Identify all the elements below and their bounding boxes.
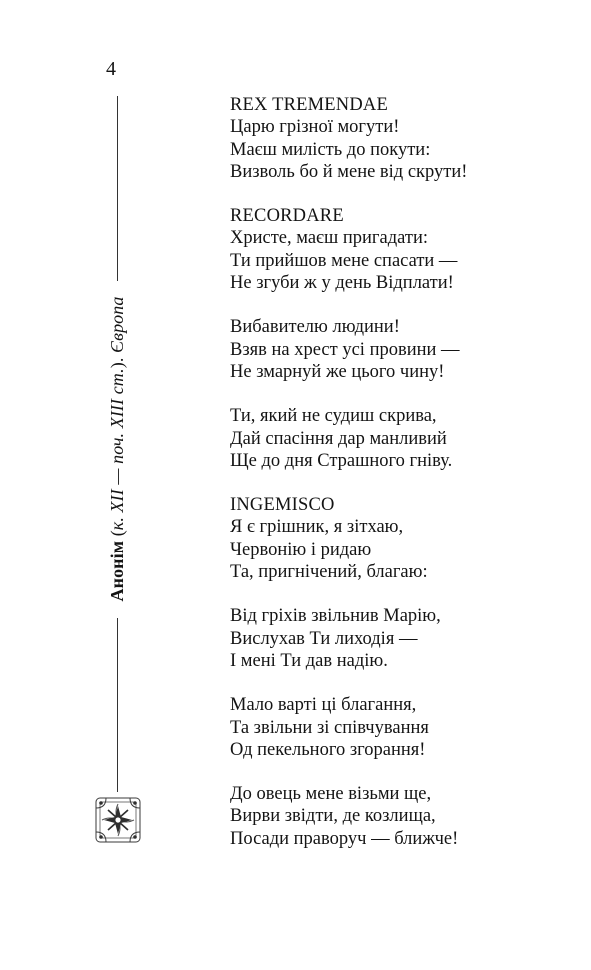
- poem-line: Взяв на хрест усі провини —: [230, 339, 460, 360]
- poem-line: Та, пригнічений, благаю:: [230, 562, 428, 583]
- stanza: [230, 205, 570, 294]
- poem-text: [230, 94, 570, 872]
- poem-line: І мені Ти дав надію.: [230, 650, 388, 671]
- stanza-heading: RECORDARE: [230, 206, 344, 227]
- stanza: [230, 94, 570, 183]
- running-head-dates: к. XII — поч. XIII ст.: [107, 368, 127, 531]
- stanza: [230, 494, 570, 583]
- poem-line: Царю грізної могути!: [230, 117, 400, 138]
- poem-line: Од пекельного згорання!: [230, 739, 426, 760]
- poem-line: Визволь бо й мене від скрути!: [230, 161, 468, 182]
- poem-line: Та звільни зі співчування: [230, 717, 429, 738]
- poem-line: Вислухав Ти лиходія —: [230, 628, 418, 649]
- poem-line: Маєш милість до покути:: [230, 139, 431, 160]
- poem-line: Не змарнуй же цього чину!: [230, 361, 445, 382]
- poem-line: Червонію і ридаю: [230, 539, 372, 560]
- stanza-heading: INGEMISCO: [230, 495, 335, 516]
- running-head-region: Європа: [107, 296, 127, 353]
- page-number: 4: [106, 58, 116, 80]
- stanza: [230, 405, 570, 472]
- poem-line: Христе, маєш пригадати:: [230, 228, 428, 249]
- poem-line: Ти, який не судиш скрива,: [230, 406, 437, 427]
- poem-line: До овець мене візьми ще,: [230, 784, 432, 805]
- poem-line: Ти прийшов мене спасати —: [230, 250, 458, 271]
- side-rule-top: [117, 96, 118, 281]
- ornament-icon: [92, 794, 144, 846]
- poem-line: Я є грішник, я зітхаю,: [230, 517, 404, 538]
- poem-line: Ще до дня Страшного гніву.: [230, 450, 453, 471]
- running-head-paren-open: (: [107, 530, 127, 541]
- running-head-author: Анонім: [107, 540, 127, 602]
- stanza: [230, 694, 570, 761]
- poem-line: Мало варті ці благання,: [230, 695, 417, 716]
- stanza-heading: REX TREMENDAE: [230, 95, 388, 115]
- poem-line: Від гріхів звільнив Марію,: [230, 606, 441, 627]
- poem-line: Вибавителю людини!: [230, 317, 400, 338]
- running-head-paren-close: ).: [107, 352, 127, 369]
- stanza: [230, 783, 570, 850]
- poem-line: Дай спасіння дар манливий: [230, 428, 447, 449]
- poem-line: Не згуби ж у день Відплати!: [230, 273, 454, 294]
- poem-line: Вирви звідти, де козлища,: [230, 806, 436, 827]
- stanza: [230, 605, 570, 672]
- side-rule-bottom: [117, 618, 118, 792]
- poem-line: Посади праворуч — ближче!: [230, 828, 459, 849]
- stanza: [230, 316, 570, 383]
